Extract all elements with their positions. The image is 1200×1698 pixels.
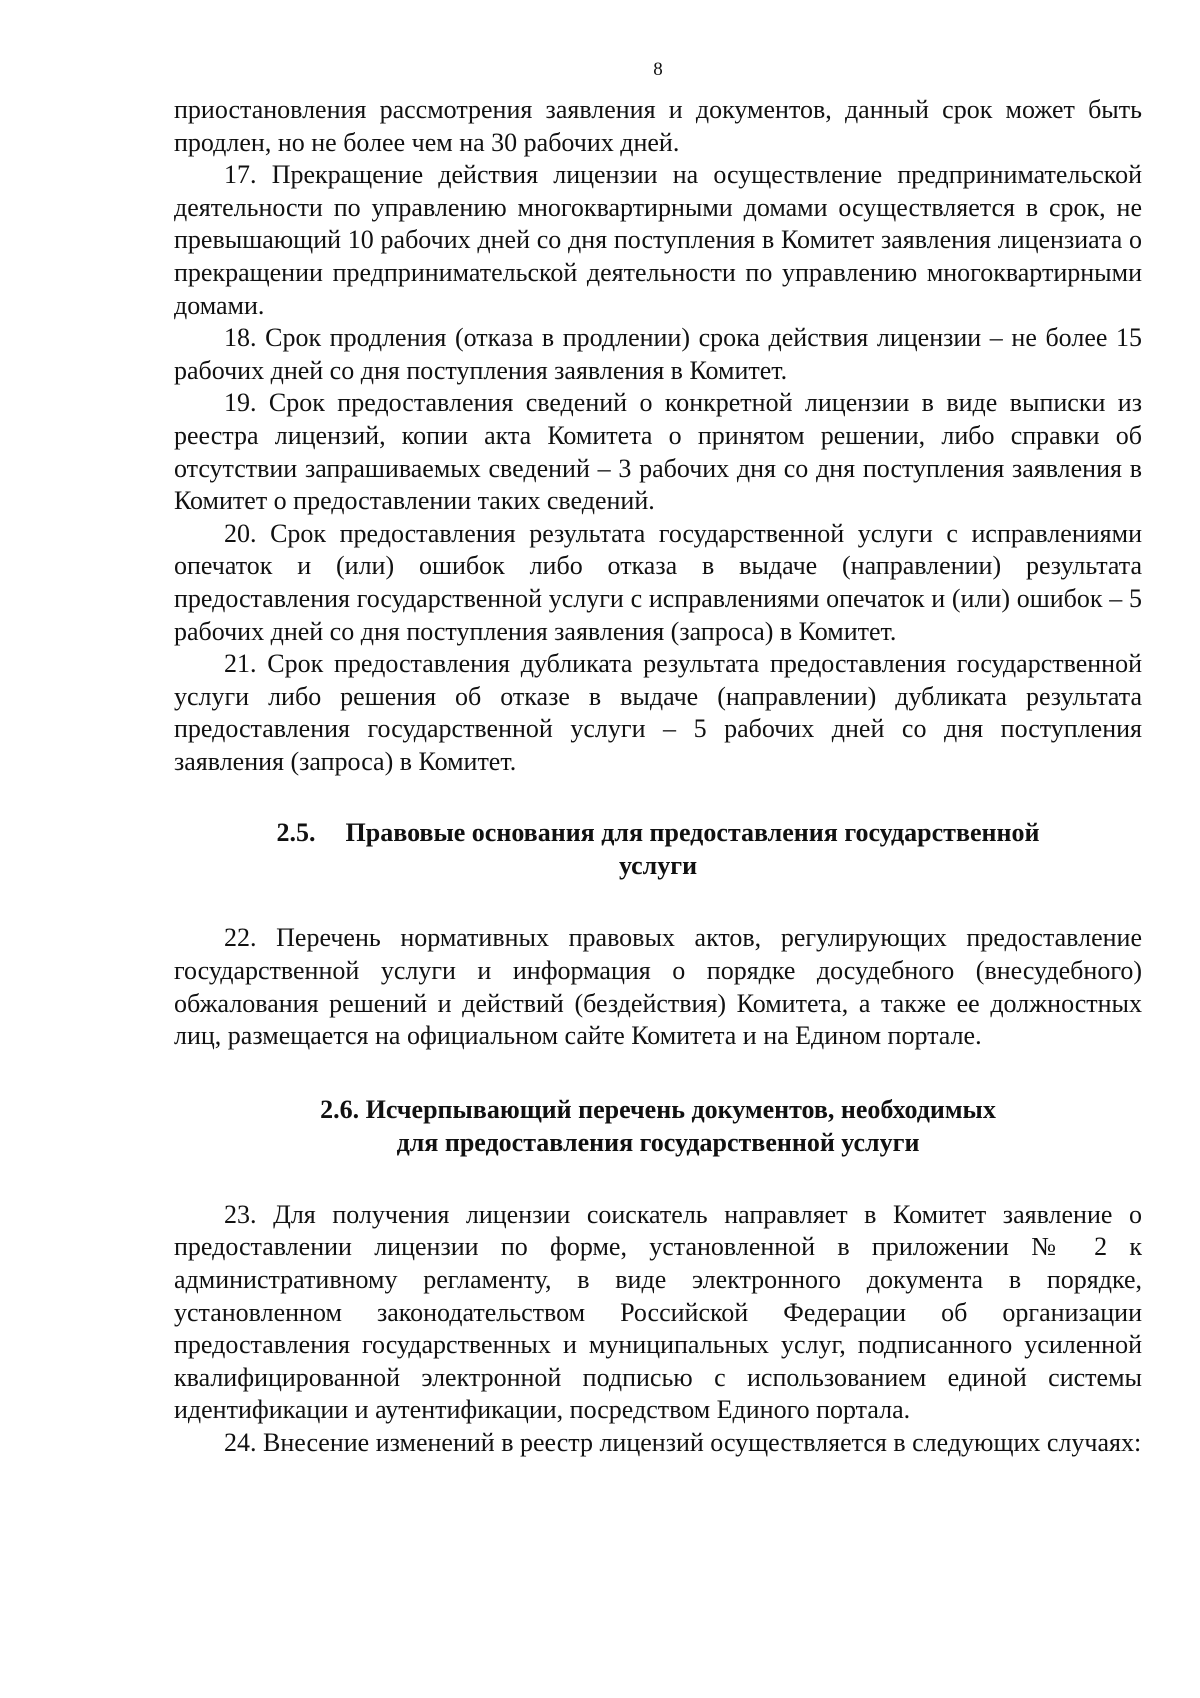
section-heading-2-5-line2: услуги [618, 851, 698, 881]
section-title-2-5: Правовые основания для предоставления государственной [345, 818, 1040, 848]
paragraph-18: 18. Срок продления (отказа в продлении) срока действия лицензии – не более 15 рабочих дней со дня поступления заявления в Комитет. [174, 323, 1142, 385]
paragraph-21: 21. Срок предоставления дубликата результата предоставления государственной услуги либо решения об отказе в выдаче (направлении) дубликата результата предоставления государственной услуги – 5 рабочих дней со дня поступления заявления (запроса) в Комитет. [174, 649, 1142, 776]
paragraph-22: 22. Перечень нормативных правовых актов, регулирующих предоставление государственной услуги и информация о порядке досудебного (внесудебного) обжалования решений и действий (бездействия) Комитета, а также ее должностных лиц, размещается на официальном сайте Комитета и на Едином портале. [174, 923, 1142, 1051]
section-heading-2-6-line2: для предоставления государственной услуги [396, 1127, 920, 1157]
paragraph-23: 23. Для получения лицензии соискатель направляет в Комитет заявление о предоставлении лицензии по форме, установленной в приложении № 2 к административному регламенту, в виде электронного документа в порядке, установленном законодательством Российской Федерации об организации предоставления государственных и муниципальных услуг, подписанного усиленной квалифицированной электронной подписью с использованием единой системы идентификации и аутентификации, посредством Единого портала. [174, 1199, 1142, 1425]
paragraph-19: 19. Срок предоставления сведений о конкретной лицензии в виде выписки из реестра лицензий, копии акта Комитета о принятом решении, либо справки об отсутствии запрашиваемых сведений – 3 рабочих дня со дня поступления заявления в Комитет о предоставлении таких сведений. [174, 388, 1142, 516]
section-heading-2-5-line1 [174, 816, 1142, 849]
paragraph-20: 20. Срок предоставления результата государственной услуги с исправлениями опечаток и (или) ошибок либо отказа в выдаче (направлении) результата предоставления государственной услуги с исправлениями опечаток и (или) ошибок – 5 рабочих дней со дня поступления заявления (запроса) в Комитет. [174, 518, 1142, 646]
paragraph-24: 24. Внесение изменений в реестр лицензий осуществляется в следующих случаях: [224, 1428, 1142, 1457]
page-number: 8 [653, 59, 663, 80]
paragraph-continuation: приостановления рассмотрения заявления и документов, данный срок может быть продлен, но не более чем на 30 рабочих дней. [174, 95, 1142, 157]
section-heading-2-6-line1: 2.6. Исчерпывающий перечень документов, необходимых [320, 1094, 996, 1124]
section-heading-2-6 [174, 1093, 1142, 1159]
paragraph-17: 17. Прекращение действия лицензии на осуществление предпринимательской деятельности по управлению многоквартирными домами осуществляется в срок, не превышающий 10 рабочих дней со дня поступления в Комитет заявления лицензиата о прекращении предпринимательской деятельности по управлению многоквартирными домами. [174, 160, 1142, 320]
section-number-2-5: 2.5. [276, 818, 316, 848]
section-heading-2-5 [174, 816, 1142, 882]
